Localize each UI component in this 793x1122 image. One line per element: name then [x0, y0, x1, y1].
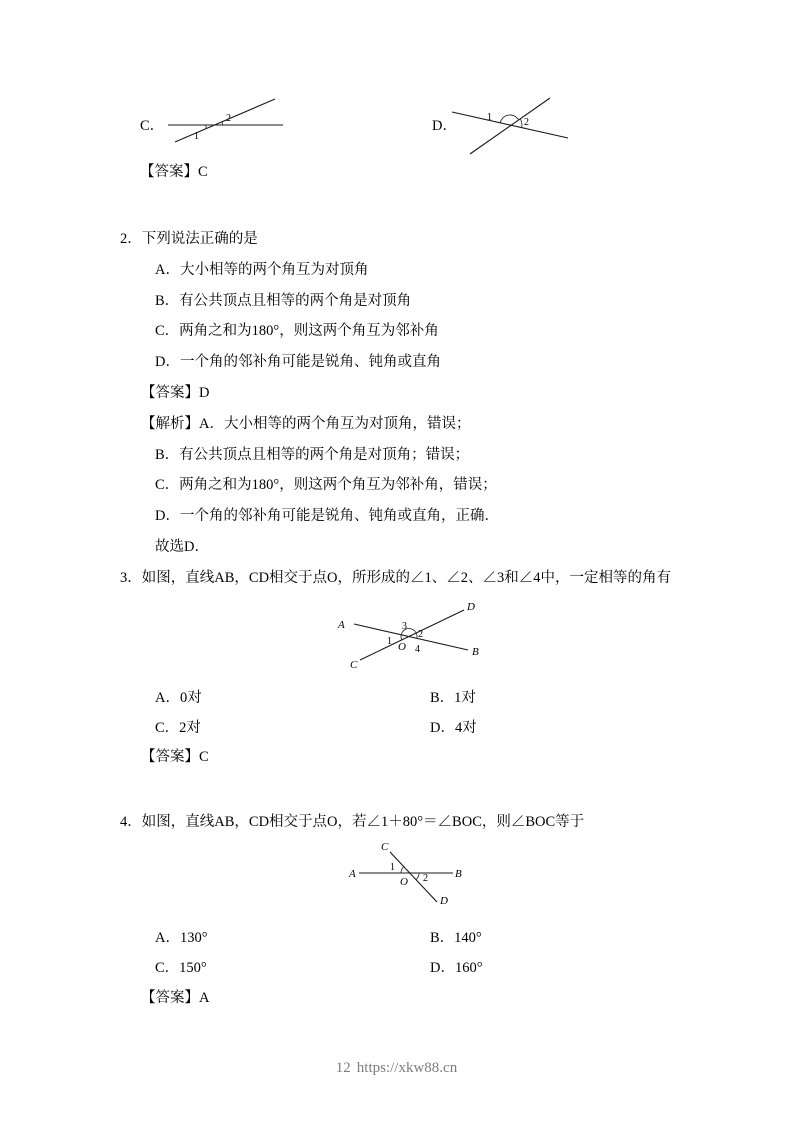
- q2-option-a: A．大小相等的两个角互为对顶角: [155, 262, 369, 278]
- q1-option-c-label: C．: [140, 118, 165, 134]
- q1d-angle1-label: 1: [487, 112, 492, 123]
- q4-point-c-label: C: [381, 841, 389, 853]
- q2-analysis-conclusion: 故选D．: [155, 539, 209, 555]
- q2-analysis-line-2: B．有公共顶点且相等的两个角是对顶角；错误；: [155, 447, 470, 463]
- q1d-line-1: [452, 112, 568, 138]
- q3-diagram: [330, 600, 490, 675]
- q3-answer: 【答案】C: [141, 749, 209, 765]
- q4-angle1-label: 1: [390, 862, 395, 873]
- q4-option-a: A．130°: [155, 930, 208, 946]
- q4-angle2-label: 2: [423, 873, 428, 884]
- q3-angle1-label: 1: [387, 636, 392, 647]
- q1c-angle1-label: 1: [194, 131, 199, 142]
- q4-angle1-arc: [401, 867, 404, 874]
- q4-stem: 4．如图，直线AB，CD相交于点O，若∠1＋80°＝∠BOC，则∠BOC等于: [120, 814, 585, 830]
- q1d-angle2-label: 2: [524, 117, 529, 128]
- q3-point-b-label: B: [472, 646, 479, 658]
- q3-option-b: B．1对: [430, 690, 476, 706]
- q2-analysis-line-3: C．两角之和为180°，则这两个角互为邻补角，错误；: [155, 477, 497, 493]
- page-number: 12: [335, 1060, 351, 1076]
- q1d-angle2-arc: [520, 118, 522, 127]
- q3-stem: 3．如图，直线AB，CD相交于点O，所形成的∠1、∠2、∠3和∠4中，一定相等的角有: [120, 570, 672, 586]
- q2-option-c: C．两角之和为180°，则这两个角互为邻补角: [155, 323, 439, 339]
- q3-line-ab: [354, 624, 468, 650]
- q3-angle2-arc: [416, 633, 417, 638]
- q4-point-d-label: D: [440, 895, 448, 907]
- q1-diagram-c: [163, 92, 288, 147]
- q3-angle2-label: 2: [418, 629, 423, 640]
- page-footer: [0, 1060, 793, 1077]
- q1-answer: 【答案】C: [140, 164, 208, 180]
- q2-option-d: D．一个角的邻补角可能是锐角、钝角或直角: [155, 354, 441, 370]
- q1c-angle1-arc: [206, 125, 207, 129]
- q4-answer: 【答案】A: [141, 990, 210, 1006]
- q1d-line-2: [470, 98, 550, 154]
- q1-diagram-d: [450, 96, 580, 156]
- q3-option-c: C．2对: [155, 720, 201, 736]
- q2-analysis-line-1: 【解析】A．大小相等的两个角互为对顶角，错误；: [141, 416, 471, 432]
- q4-option-d: D．160°: [430, 960, 483, 976]
- q4-line-cd: [390, 852, 437, 902]
- q3-point-o-label: O: [398, 641, 406, 653]
- q4-angle2-arc: [416, 873, 419, 880]
- q3-option-d: D．4对: [430, 720, 477, 736]
- q2-analysis-line-4: D．一个角的邻补角可能是锐角、钝角或直角，正确．: [155, 508, 499, 524]
- q4-option-c: C．150°: [155, 960, 207, 976]
- q2-option-b: B．有公共顶点且相等的两个角是对顶角: [155, 293, 412, 309]
- q3-point-c-label: C: [350, 659, 358, 671]
- footer-url: https://xkw88.cn: [356, 1060, 458, 1076]
- q3-angle3-label: 3: [402, 621, 407, 632]
- q2-answer: 【答案】D: [141, 385, 210, 401]
- q3-angle1-arc: [401, 635, 402, 640]
- q1c-angle2-label: 2: [226, 113, 231, 124]
- q4-diagram: [345, 840, 465, 915]
- q4-point-b-label: B: [455, 868, 462, 880]
- q3-line-cd: [360, 610, 464, 660]
- q1c-transversal-line: [175, 99, 275, 142]
- q4-point-a-label: A: [349, 868, 356, 880]
- q4-point-o-label: O: [400, 876, 408, 888]
- q3-point-a-label: A: [338, 619, 345, 631]
- q2-stem: 2．下列说法正确的是: [120, 231, 258, 247]
- q3-option-a: A．0对: [155, 690, 202, 706]
- q3-point-d-label: D: [467, 601, 475, 613]
- q4-option-b: B．140°: [430, 930, 482, 946]
- q1-option-d-label: D．: [432, 118, 457, 134]
- q3-angle4-label: 4: [415, 644, 420, 655]
